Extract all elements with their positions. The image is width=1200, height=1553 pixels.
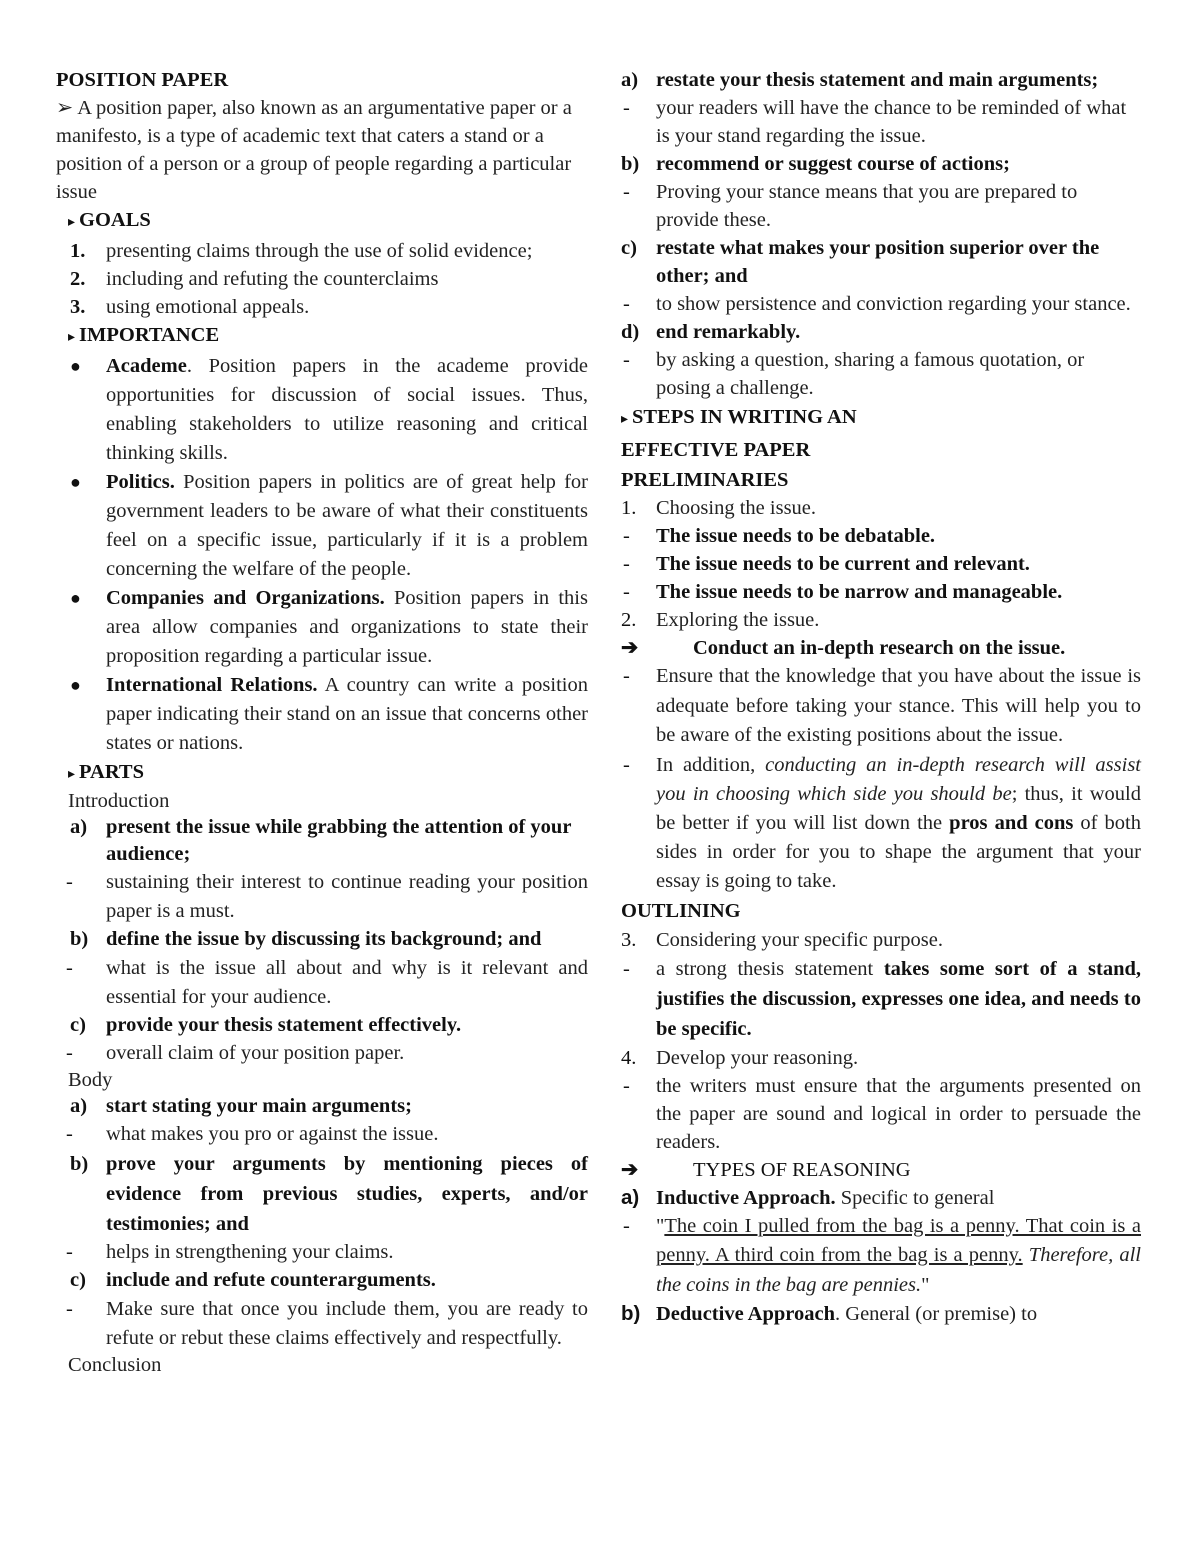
list-item: - a strong thesis statement takes some sort of a stand, justifies the discussion, expresses one idea, and needs to be specific. [623, 957, 1141, 1040]
page-title: POSITION PAPER [56, 69, 229, 91]
bullet-icon: ● [70, 588, 81, 608]
conclusion-label: Conclusion [68, 1354, 162, 1376]
triangle-icon: ▸ [68, 330, 76, 345]
list-item: - sustaining their interest to continue reading your position paper is a must. [66, 871, 588, 922]
list-item: c) provide your thesis statement effectively. [70, 1014, 462, 1036]
inductive-example: - "The coin I pulled from the bag is a penny. That coin is a penny. A third coin from the bag is a penny. Therefore, all the coins in the bag are pennies." [623, 1214, 1142, 1296]
list-item: 3. using emotional appeals. [70, 296, 310, 318]
list-item: a) restate your thesis statement and main arguments; [621, 69, 1099, 91]
list-item: - helps in strengthening your claims. [66, 1241, 394, 1263]
conclusion-list [621, 66, 1141, 402]
list-item: c) restate what makes your position superior over the other; and [621, 237, 1100, 287]
preliminaries-heading: PRELIMINARIES [621, 469, 789, 491]
list-item: a) start stating your main arguments; [70, 1095, 412, 1117]
list-item: - what makes you pro or against the issue. [66, 1123, 439, 1145]
arrow-icon: ➔ [621, 1158, 639, 1181]
list-item: - overall claim of your position paper. [66, 1042, 405, 1064]
bullet-icon: ● [70, 472, 81, 492]
list-item: - by asking a question, sharing a famous quotation, or posing a challenge. [623, 349, 1085, 399]
step-2: 2. Exploring the issue. [621, 609, 820, 631]
list-item: a) present the issue while grabbing the attention of your audience; [70, 816, 572, 865]
list-item: - The issue needs to be debatable. [623, 525, 936, 547]
steps-heading-2: EFFECTIVE PAPER [621, 439, 811, 461]
importance-heading: ▸ IMPORTANCE [68, 324, 220, 346]
list-item: c) include and refute counterarguments. [70, 1269, 436, 1291]
research-heading: ➔ Conduct an in-depth research on the issue. [621, 634, 1141, 662]
left-column [56, 66, 588, 1378]
list-item: - The issue needs to be current and relevant. [623, 553, 1030, 575]
list-item: - the writers must ensure that the arguments presented on the paper are sound and logical in order to persuade the readers. [623, 1074, 1141, 1153]
goals-heading: ▸ GOALS [68, 209, 151, 231]
list-item: 1. presenting claims through the use of solid evidence; [70, 240, 533, 262]
list-item: - Make sure that once you include them, you are ready to refute or rebut these claims effectively and respectfully. [66, 1298, 588, 1349]
triangle-icon: ▸ [68, 215, 76, 230]
list-item: - your readers will have the chance to be reminded of what is your stand regarding the issue. [623, 97, 1127, 147]
step-3: 3. Considering your specific purpose. [621, 928, 943, 951]
body-list [56, 1093, 588, 1353]
intro-text: A position paper, also known as an argumentative paper or a manifesto, is a type of academic text that caters a stand or a position of a person or a group of people regarding a particular issue [56, 97, 572, 203]
list-item: b) recommend or suggest course of actions; [621, 153, 1010, 175]
list-item: b) prove your arguments by mentioning pieces of evidence from previous studies, experts, and/or testimonies; and [70, 1153, 588, 1235]
step-1: 1. Choosing the issue. [621, 497, 817, 519]
steps-heading: ▸ STEPS IN WRITING AN [621, 406, 857, 428]
list-item: - Ensure that the knowledge that you have about the issue is adequate before taking your stance. This will help you to be aware of the existing positions about the issue. [623, 665, 1141, 746]
arrow-icon: ➔ [621, 637, 639, 659]
list-item: ● Companies and Organizations. Position papers in this area allow companies and organizations to state their proposition regarding a particular issue. [56, 584, 588, 671]
body-label: Body [68, 1069, 113, 1091]
list-item: ● International Relations. A country can write a position paper indicating their stand on an issue that concerns other states or nations. [56, 671, 588, 758]
arrow-bullet-icon: ➢ [56, 97, 74, 119]
list-item: ● Politics. Position papers in politics are of great help for government leaders to be aware of what their constituents feel on a specific issue, particularly if it is a problem concerning the welfare of the people. [56, 468, 588, 584]
list-item: - The issue needs to be narrow and manageable. [623, 581, 1063, 603]
list-item: - what is the issue all about and why is it relevant and essential for your audience. [66, 957, 588, 1008]
importance-list [56, 352, 588, 758]
types-heading: ➔ TYPES OF REASONING [621, 1156, 1141, 1184]
bullet-icon: ● [70, 675, 81, 695]
right-column [621, 66, 1141, 1328]
introduction-label: Introduction [68, 790, 170, 812]
inductive-item: a) Inductive Approach. Specific to general [621, 1185, 995, 1209]
list-item: - In addition, conducting an in-depth research will assist you in choosing which side you should be; thus, it would be better if you will list down the pros and cons of both sides in order for you to shape the argument that your essay is going to take. [623, 753, 1142, 892]
list-item: 2. including and refuting the counterclaims [70, 268, 439, 290]
step-4: 4. Develop your reasoning. [621, 1046, 859, 1069]
list-item: b) define the issue by discussing its background; and [70, 928, 542, 950]
list-item: - Proving your stance means that you are prepared to provide these. [623, 181, 1078, 231]
triangle-icon: ▸ [621, 412, 629, 427]
triangle-icon: ▸ [68, 767, 76, 782]
introduction-list [56, 814, 588, 1068]
intro-paragraph [56, 94, 588, 206]
list-item: d) end remarkably. [621, 321, 801, 343]
outlining-heading: OUTLINING [621, 899, 741, 922]
parts-heading: ▸ PARTS [68, 761, 144, 783]
list-item: - to show persistence and conviction regarding your stance. [623, 293, 1131, 315]
list-item: ● Academe. Position papers in the academe provide opportunities for discussion of social issues. Thus, enabling stakeholders to utilize reasoning and critical thinking skills. [56, 352, 588, 468]
bullet-icon: ● [70, 356, 81, 376]
deductive-item: b) Deductive Approach. General (or premise) to [621, 1302, 1038, 1325]
goals-list [56, 237, 588, 321]
